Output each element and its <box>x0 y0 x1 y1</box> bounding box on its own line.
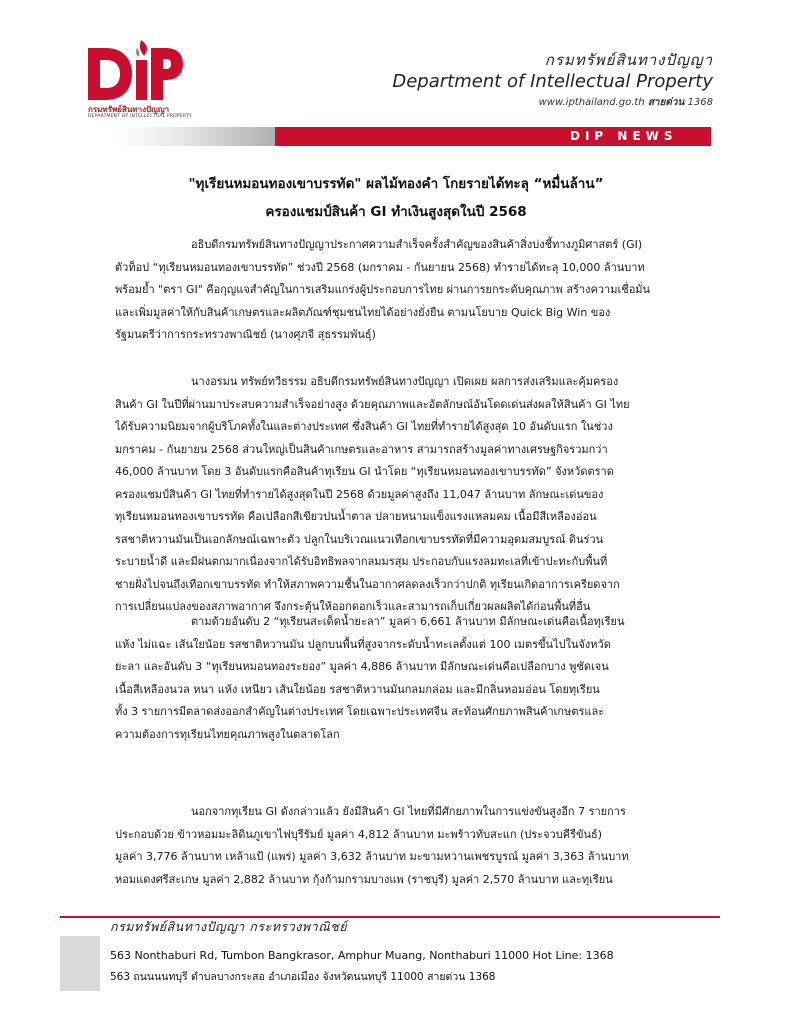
paragraph-line: ตามด้วยอันดับ 2 “ทุเรียนสะเด็ดน้ำยะลา” มูลค่า 6,661 ล้านบาท มีลักษณะเด่นคือเนื้อทุเรียน <box>191 615 625 628</box>
header-english-name: Department of Intellectual Property <box>392 71 713 92</box>
paragraph-line: ได้รับความนิยมจากผู้บริโภคทั้งในและต่างประเทศ ซึ่งสินค้า GI ไทยที่ทำรายได้สูงสุด 10 อันดับแรก ในช่วง <box>115 420 613 433</box>
header-contact <box>392 94 713 112</box>
paragraph-line: นางอรมน ทรัพย์ทวีธรรม อธิบดีกรมทรัพย์สินทางปัญญา เปิดเผย ผลการส่งเสริมและคุ้มครอง <box>191 375 619 388</box>
paragraph-line: ชายฝั่งไปจนถึงเทือกเขาบรรทัด ทำให้สภาพความชื้นในอากาศลดลงเร็วกว่าปกติ ทุเรียนเกิดอาการเครียดจาก <box>115 577 620 591</box>
paragraph-4 <box>115 801 713 891</box>
paragraph-line: หอมแดงศรีสะเกษ มูลค่า 2,882 ล้านบาท กุ้งก้ามกรามบางแพ (ราชบุรี) มูลค่า 2,570 ล้านบาท และทุเรียน <box>115 872 613 886</box>
paragraph-line: สินค้า GI ในปีที่ผ่านมาประสบความสำเร็จอย่างสูง ด้วยคุณภาพและอัตลักษณ์อันโดดเด่นส่งผลให้สินค้า GI ไทย <box>115 397 630 411</box>
paragraph-line: แห้ง ไม่แฉะ เส้นใยน้อย รสชาติหวานมัน ปลูกบนพื้นที่สูงจากระดับน้ำทะเลตั้งแต่ 100 เมตรขึ้นไปในจังหวัด <box>115 637 611 651</box>
paragraph-line: อธิบดีกรมทรัพย์สินทางปัญญาประกาศความสำเร็จครั้งสำคัญของสินค้าสิ่งบ่งชี้ทางภูมิศาสตร์ (GI) <box>191 238 643 251</box>
paragraph-line: ระบายน้ำดี และมีฝนตกมากเนื่องจากได้รับอิทธิพลจากลมมรสุม ประกอบกับแรงลมทะเลที่เข้าปะทะกับพื้นที่ <box>115 555 608 568</box>
header-hotline: 1368 <box>687 97 713 108</box>
paragraph-line: และเพิ่มมูลค่าให้กับสินค้าเกษตรและผลิตภัณฑ์ชุมชนไทยได้อย่างยั่งยืน ตามนโยบาย Quick Big Win ของ <box>115 305 611 319</box>
paragraph-line: 46,000 ล้านบาท โดย 3 อันดับแรกคือสินค้าทุเรียน GI นำโดย “ทุเรียนหมอนทองเขาบรรทัด” จังหวัดตราด <box>115 465 614 478</box>
footer-address-thai: 563 ถนนนนทบุรี ตำบลบางกระสอ อำเภอเมือง จังหวัดนนทบุรี 11000 สายด่วน 1368 <box>110 971 496 983</box>
footer-address-english: 563 Nonthaburi Rd, Tumbon Bangkrasor, Amphur Muang, Nonthaburi 11000 Hot Line: 1368 <box>110 949 614 962</box>
paragraph-line: รัฐมนตรีว่าการกระทรวงพาณิชย์ (นางศุภจี สุธรรมพันธุ์) <box>115 328 376 341</box>
paragraph-2 <box>115 371 713 619</box>
paragraph-line: มูลค่า 3,776 ล้านบาท เหล้าแป้ (แพร่) มูลค่า 3,632 ล้านบาท มะขามหวานเพชรบูรณ์ มูลค่า 3,363 ล้านบาท <box>115 850 629 863</box>
paragraph-line: พร้อมย้ำ "ตรา GI" คือกุญแจสำคัญในการเสริมแกร่งผู้ประกอบการไทย ผ่านการยกระดับคุณภาพ สร้างความเชื่อมั่น <box>115 283 651 296</box>
dip-news-banner <box>115 127 711 146</box>
headline-line-2: ครองแชมป์สินค้า GI ทำเงินสูงสุดในปี 2568 <box>265 204 527 220</box>
banner-fade <box>115 127 275 146</box>
header-website: www.ipthailand.go.th <box>538 97 645 108</box>
banner-label: DIP NEWS <box>570 129 678 143</box>
logo-english-name: DEPARTMENT OF INTELLECTUAL PROPERTY <box>88 114 192 119</box>
paragraph-line: ทั้ง 3 รายการมีตลาดส่งออกสำคัญในต่างประเทศ โดยเฉพาะประเทศจีน สะท้อนศักยภาพสินค้าเกษตรและ <box>115 705 605 718</box>
paragraph-line: ความต้องการทุเรียนไทยคุณภาพสูงในตลาดโลก <box>115 727 340 741</box>
footer-thai-name: กรมทรัพย์สินทางปัญญา กระทรวงพาณิชย์ <box>110 919 348 934</box>
paragraph-line: การเปลี่ยนแปลงของสภาพอากาศ จึงกระตุ้นให้ออกดอกเร็วและสามารถเก็บเกี่ยวผลผลิตได้ก่อนพื้นที่อื่น <box>115 600 591 613</box>
header-org-block <box>392 50 713 112</box>
headline-line-1: "ทุเรียนหมอนทองเขาบรรทัด" ผลไม้ทองคำ โกยรายได้ทะลุ “หมื่นล้าน” <box>188 176 604 192</box>
paragraph-3 <box>115 611 713 746</box>
logo-thai-name: กรมทรัพย์สินทางปัญญา <box>88 105 170 114</box>
paragraph-1 <box>115 234 713 347</box>
paragraph-line: มกราคม - กันยายน 2568 ส่วนใหญ่เป็นสินค้าเกษตรและอาหาร สามารถสร้างมูลค่าทางเศรษฐกิจรวมกว่า <box>115 442 608 456</box>
paragraph-line: ครองแชมป์สินค้า GI ไทยที่ทำรายได้สูงสุดในปี 2568 ด้วยมูลค่าสูงถึง 11,047 ล้านบาท ลักษณะเด่นของ <box>115 487 604 501</box>
header-hotline-label: สายด่วน <box>647 97 685 108</box>
paragraph-line: ตัวท็อป “ทุเรียนหมอนทองเขาบรรทัด” ช่วงปี 2568 (มกราคม - กันยายน 2568) ทำรายได้ทะลุ 10,000 ล้านบาท <box>115 260 645 274</box>
paragraph-line: ประกอบด้วย ข้าวหอมมะลิดินภูเขาไฟบุรีรัมย์ มูลค่า 4,812 ล้านบาท มะพร้าวทับสะแก (ประจวบคีรีขันธ์) <box>115 827 603 841</box>
paragraph-line: ยะลา และอันดับ 3 “ทุเรียนหมอนทองระยอง” มูลค่า 4,886 ล้านบาท มีลักษณะเด่นคือเปลือกบาง พูชัดเจน <box>115 660 609 673</box>
paragraph-line: ทุเรียนหมอนทองเขาบรรทัด คือเปลือกสีเขียวปนน้ำตาล ปลายหนามแข็งแรงแหลมคม เนื้อมีสีเหลืองอ่อน <box>115 510 597 523</box>
footer-side-bar <box>60 936 100 991</box>
paragraph-line: นอกจากทุเรียน GI ดังกล่าวแล้ว ยังมีสินค้า GI ไทยที่มีศักยภาพในการแข่งขันสูงอีก 7 รายการ <box>191 805 626 818</box>
header-thai-name: กรมทรัพย์สินทางปัญญา <box>544 51 713 69</box>
dip-logo <box>84 40 194 102</box>
paragraph-line: เนื้อสีเหลืองนวล หนา แห้ง เหนียว เส้นใยน้อย รสชาติหวานมันกลมกล่อม และมีกลิ่นหอมอ่อน โดยทุเรียน <box>115 682 600 696</box>
paragraph-line: รสชาติหวานมันเป็นเอกลักษณ์เฉพาะตัว ปลูกในบริเวณแนวเทือกเขาบรรทัดที่มีความอุดมสมบูรณ์ ดินร่วน <box>115 532 604 546</box>
